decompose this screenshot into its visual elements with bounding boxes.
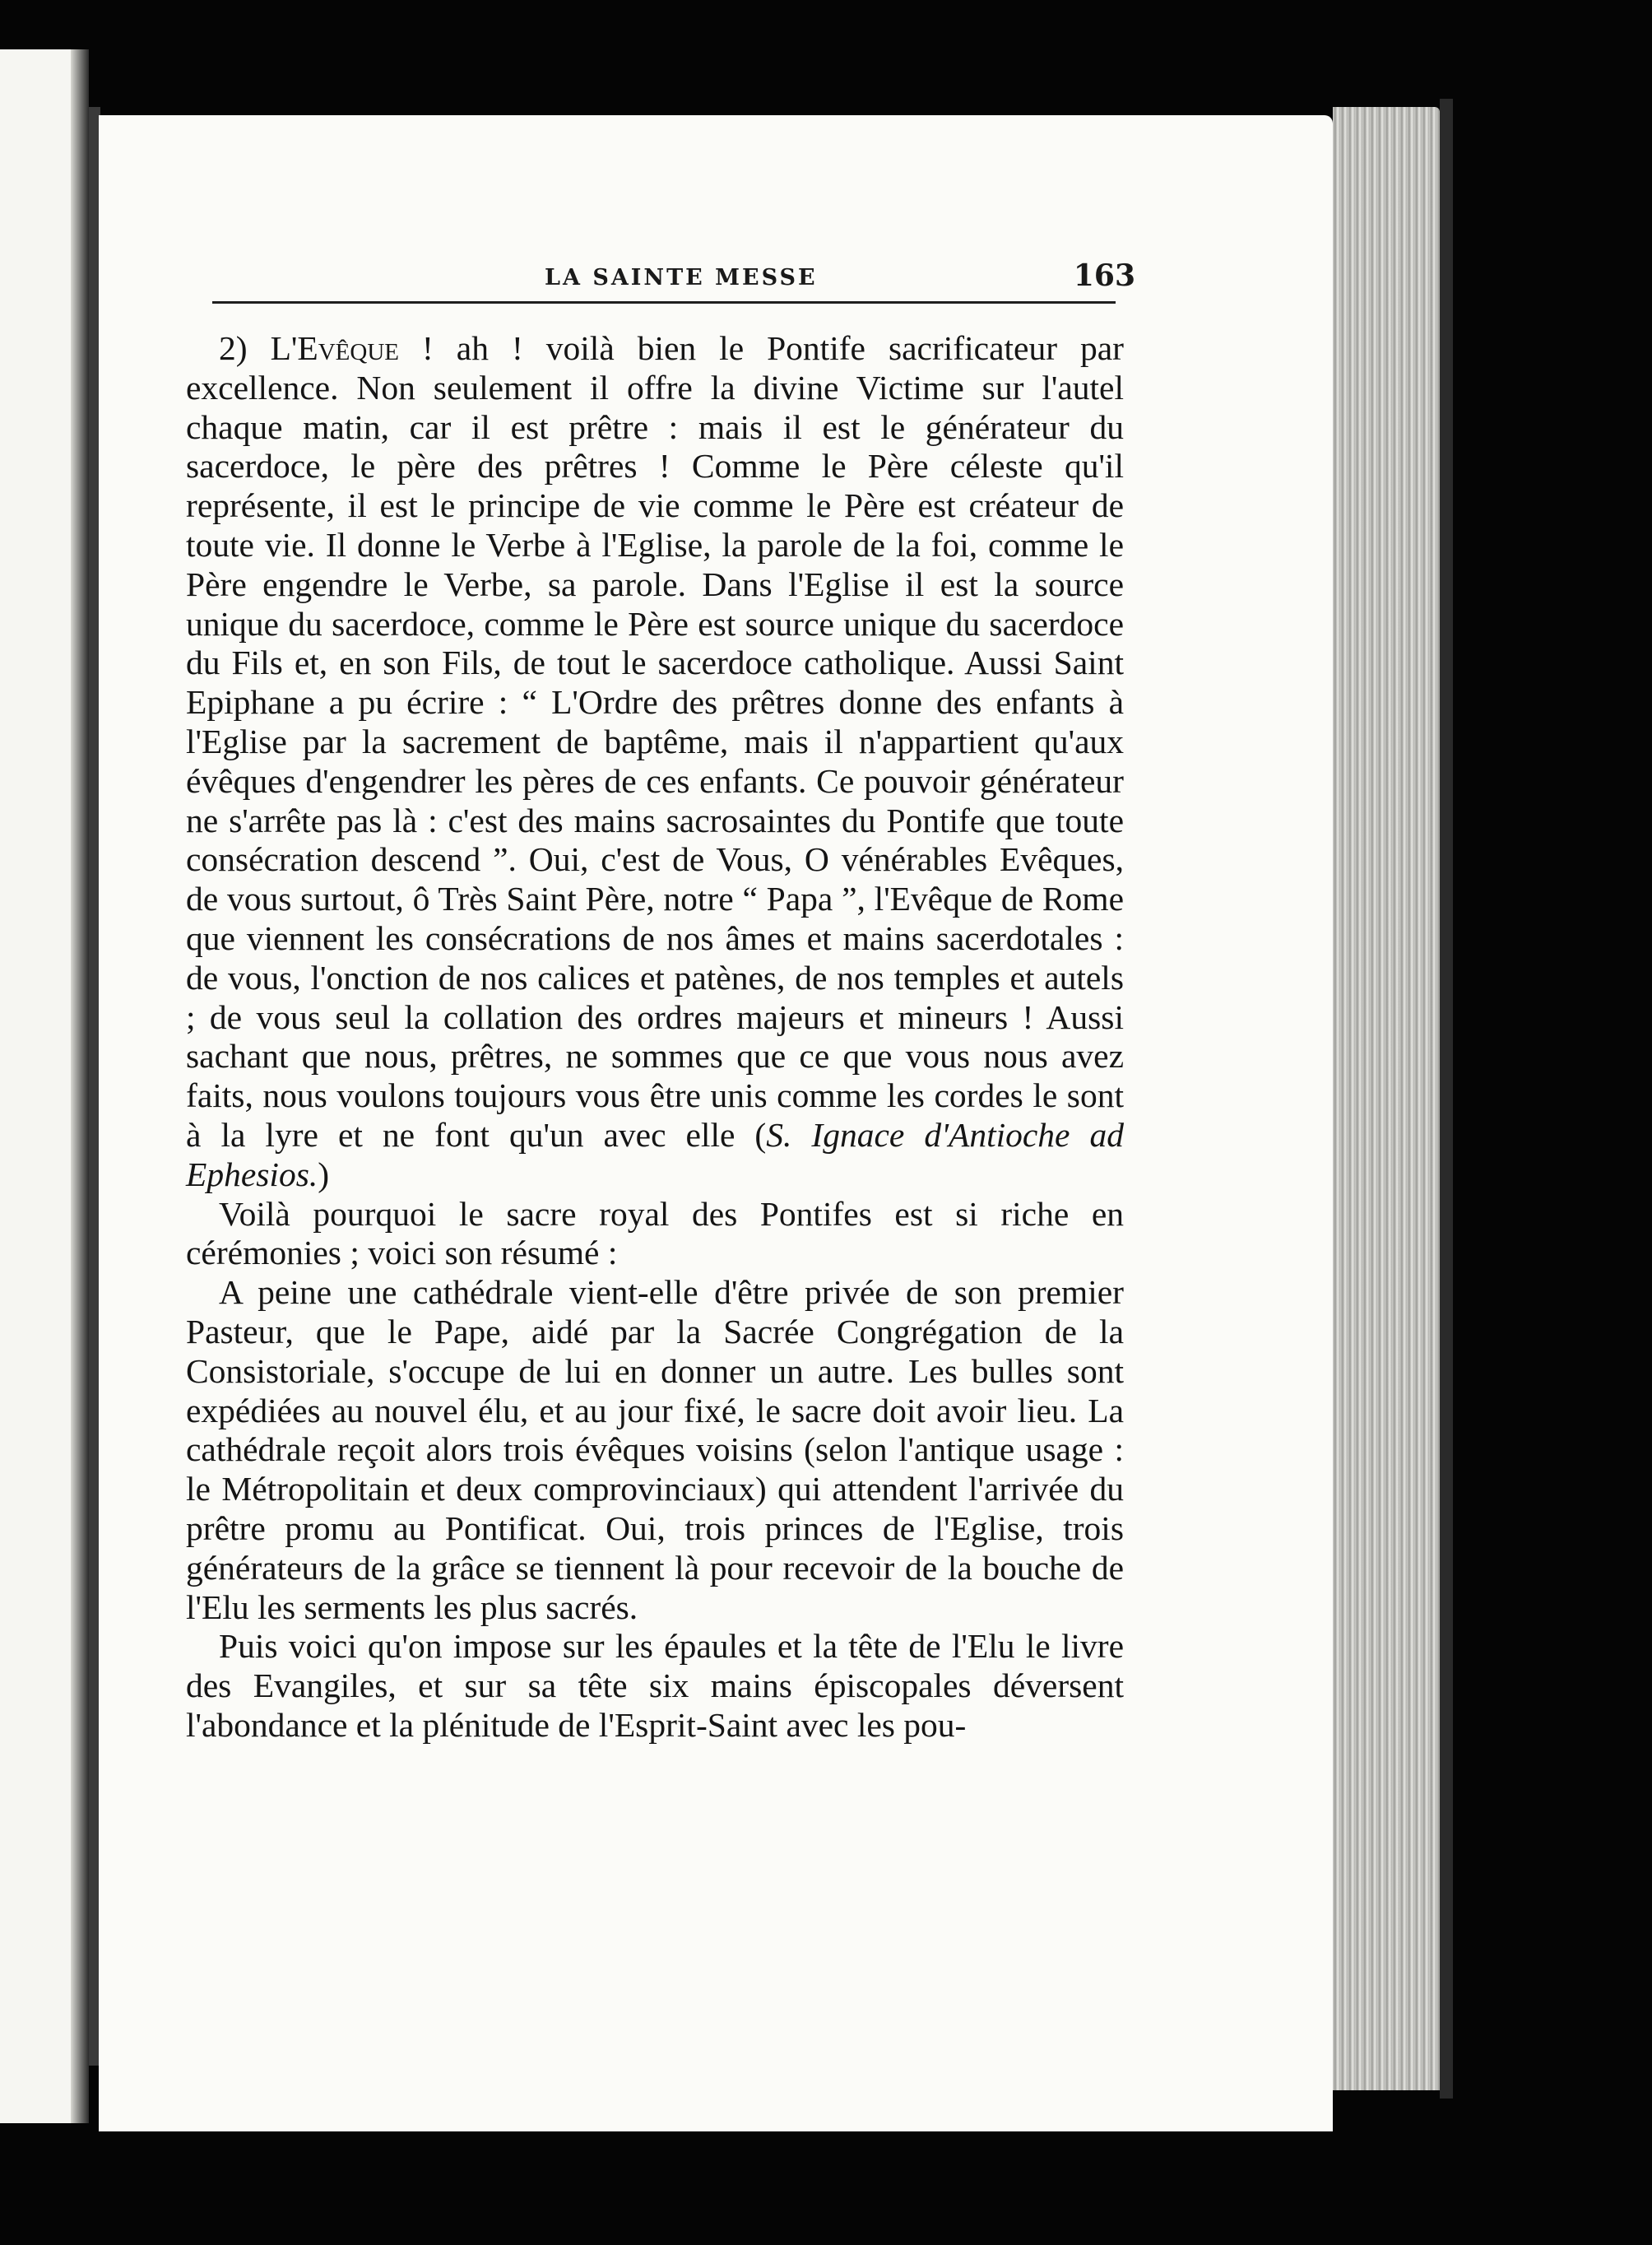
paragraph-2: Voilà pourquoi le sacre royal des Pontifes est si riche en cérémonies ; voici son résumé : xyxy=(186,1194,1124,1272)
citation: S. Ignace d'Antioche ad Ephesios. xyxy=(186,1115,1124,1193)
lead-word: L'Evêque xyxy=(270,329,399,367)
page-block-edge xyxy=(1333,107,1440,2090)
book-gutter xyxy=(71,49,89,2123)
page-body xyxy=(186,329,1124,1745)
facing-page-edge xyxy=(0,49,79,2123)
page-header xyxy=(216,258,1135,301)
paragraph-1-text: ! ah ! voilà bien le Pontife sacrificateur par excellence. Non seulement il offre la divine Victime sur l'autel chaque matin, car il est prêtre : mais il est le générateur du sacerdoce, le père des prêtres ! Comme le Père céleste qu'il représente, il est le principe de vie comme le Père est créateur de toute vie. Il donne le Verbe à l'Eglise, la parole de la foi, comme le Père engendre le Verbe, sa parole. Dans l'Eglise il est la source unique du sacerdoce, comme le Père est source unique du sacerdoce du Fils et, en son Fils, de tout le sacerdoce catholique. Aussi Saint Epiphane a pu écrire : “ L'Ordre des prêtres donne des enfants à l'Eglise par la sacrement de baptême, mais il n'appartient qu'aux évêques d'engendrer les pères de ces enfants. Ce pouvoir générateur ne s'arrête pas là : c'est des mains sacrosaintes du Pontife que toute consécration descend ”. Oui, c'est de Vous, O vénérables Evêques, de vous surtout, ô Très Saint Père, notre “ Papa ”, l'Evêque de Rome que viennent les consécrations de nos âmes et mains sacerdotales : de vous, l'onction de nos calices et patènes, de nos temples et autels ; de vous seul la collation des ordres majeurs et mineurs ! Aussi sachant que nous, prêtres, ne sommes que ce que vous nous avez faits, nous voulons toujours vous être unis comme les cordes le sont à la lyre et ne font qu'un avec elle ( xyxy=(186,329,1124,1154)
paragraph-3: A peine une cathédrale vient-elle d'être privée de son premier Pasteur, que le Pape, aidé par la Sacrée Congrégation de la Consistoriale, s'occupe de lui en donner un autre. Les bulles sont expédiées au nouvel élu, et au jour fixé, le sacre doit avoir lieu. La cathédrale reçoit alors trois évêques voisins (selon l'antique usage : le Métropolitain et deux comprovinciaux) qui attendent l'arrivée du prêtre promu au Pontificat. Oui, trois princes de l'Eglise, trois générateurs de la grâce se tiennent là pour recevoir de la bouche de l'Elu les serments les plus sacrés. xyxy=(186,1273,1124,1626)
paragraph-number: 2) xyxy=(219,329,271,367)
paragraph-1 xyxy=(186,329,1124,1195)
book-cover-edge xyxy=(1440,99,1453,2099)
page-number: 163 xyxy=(1073,258,1135,293)
paragraph-4: Puis voici qu'on impose sur les épaules et la tête de l'Elu le livre des Evangiles, et sur sa tête six mains épiscopales déversent l'abondance et la plénitude de l'Esprit-Saint avec les pou- xyxy=(186,1627,1124,1744)
paragraph-1-tail: ) xyxy=(318,1155,330,1193)
running-title: LA SAINTE MESSE xyxy=(545,265,818,291)
header-rule xyxy=(212,301,1116,304)
